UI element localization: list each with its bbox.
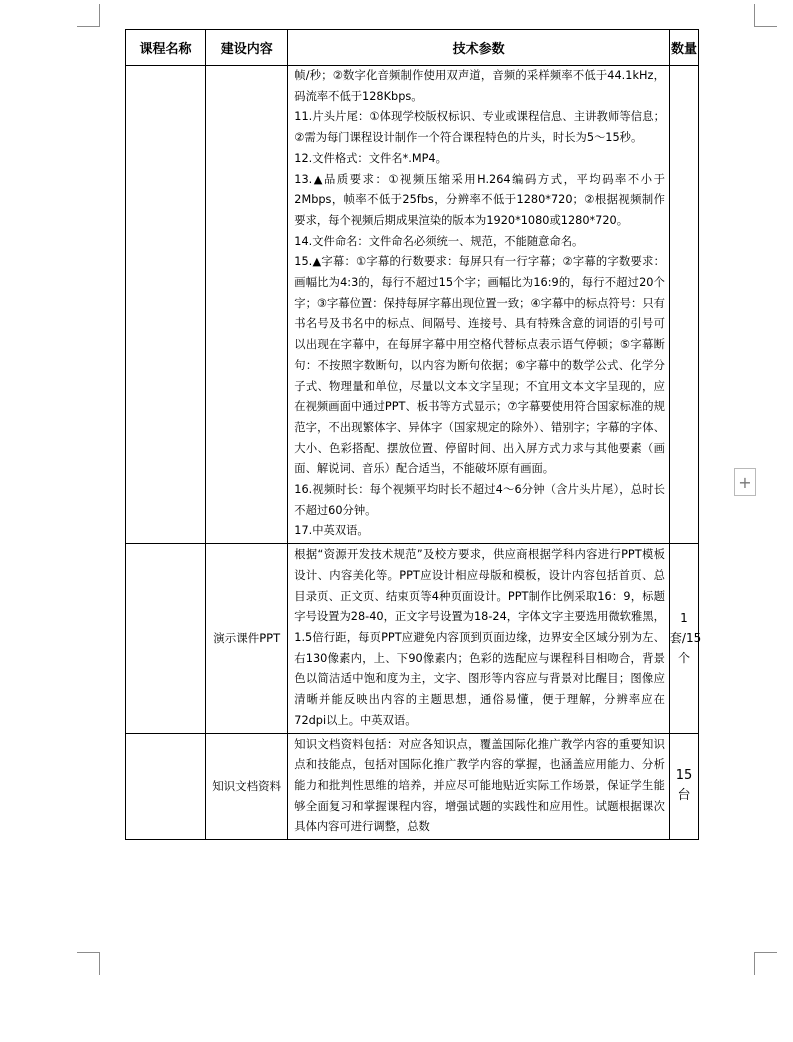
crop-mark-bottom-left bbox=[77, 952, 100, 975]
cell-quantity bbox=[669, 66, 698, 544]
param-paragraph: 11.片头片尾：①体现学校版权标识、专业或课程信息、主讲教师等信息；②需为每门课程设计制作一个符合课程特色的片头，时长为5～15秒。 bbox=[294, 110, 665, 145]
param-paragraph: 15.▲字幕：①字幕的行数要求：每屏只有一行字幕；②字幕的字数要求：画幅比为4:3的，每行不超过15个字；画幅比为16:9的，每行不超过20个字；③字幕位置：保持每屏字幕出现位置一致；④字幕中的标点符号：只有书名号及书名中的标点、间隔号、连接号、具有特殊含意的词语的引号可以出现在字幕中，在每屏字幕中用空格代替标点表示语气停顿；⑤字幕断句：不按照字数断句，以内容为断句依据；⑥字幕中的数学公式、化学分子式、物理量和单位，尽量以文本文字呈现；不宜用文本文字呈现的，应在视频画面中通过PPT、板书等方式显示；⑦字幕要使用符合国家标准的规范字，不出现繁体字、异体字（国家规定的除外）、错别字；字幕的字体、大小、色彩搭配、摆放位置、停留时间、出入屏方式力求与其他要素（画面、解说词、音乐）配合适当，不能破坏原有画面。 bbox=[294, 255, 665, 476]
param-paragraph: 13.▲品质要求：①视频压缩采用H.264编码方式，平均码率不小于2Mbps，帧率不低于25fbs，分辨率不低于1280*720；②根据视频制作要求，每个视频后期成果渲染的版本为1920*1080或1280*720。 bbox=[294, 172, 665, 227]
cell-course-name bbox=[126, 66, 206, 544]
crop-mark-top-right bbox=[754, 4, 777, 27]
cell-tech-params bbox=[288, 733, 670, 840]
param-paragraph: 14.文件命名：文件命名必须统一、规范，不能随意命名。 bbox=[294, 234, 584, 248]
param-paragraph: 17.中英双语。 bbox=[294, 524, 369, 538]
param-paragraph: 12.文件格式：文件名*.MP4。 bbox=[294, 151, 447, 165]
crop-mark-top-left bbox=[77, 4, 100, 27]
param-paragraph: 帧/秒；②数字化音频制作使用双声道，音频的采样频率不低于44.1kHz，码流率不低于128Kbps。 bbox=[294, 69, 665, 103]
header-tech-params: 技术参数 bbox=[288, 30, 670, 66]
plus-icon: + bbox=[738, 472, 752, 492]
header-course-name: 课程名称 bbox=[126, 30, 206, 66]
cell-build-content bbox=[206, 66, 288, 544]
table-row bbox=[126, 66, 699, 544]
cell-tech-params bbox=[288, 544, 670, 733]
cell-quantity: 1套/15个 bbox=[669, 544, 698, 733]
header-quantity: 数量 bbox=[669, 30, 698, 66]
table-row bbox=[126, 733, 699, 840]
table-row bbox=[126, 544, 699, 733]
param-paragraph: 16.视频时长：每个视频平均时长不超过4～6分钟（含片头片尾），总时长不超过60分钟。 bbox=[294, 483, 665, 517]
crop-mark-bottom-right bbox=[754, 952, 777, 975]
cell-tech-params bbox=[288, 66, 670, 544]
cell-course-name bbox=[126, 544, 206, 733]
cell-quantity: 15台 bbox=[669, 733, 698, 840]
param-paragraph: 知识文档资料包括：对应各知识点，覆盖国际化推广教学内容的重要知识点和技能点，包括对国际化推广教学内容的掌握，也涵盖应用能力、分析能力和批判性思维的培养，并应尽可能地贴近实际工作场景，保证学生能够全面复习和掌握课程内容，增强试题的实践性和应用性。试题根据课次具体内容可进行调整，总数 bbox=[294, 737, 665, 834]
param-paragraph: 根据“资源开发技术规范”及校方要求，供应商根据学科内容进行PPT模板设计、内容美化等。PPT应设计相应母版和模板，设计内容包括首页、总目录页、正文页、结束页等4种页面设计。PPT制作比例采取16：9，标题字号设置为28-40，正文字号设置为18-24，字体文字主要选用微软雅黑，1.5倍行距，每页PPT应避免内容顶到页面边缘，边界安全区域分别为左、右130像素内，上、下90像素内；色彩的选配应与课程科目相吻合，背景色以简洁适中饱和度为主，文字、图形等内容应与背景对比醒目；图像应清晰并能反映出内容的主题思想，通俗易懂，便于理解，分辨率应在72dpi以上。中英双语。 bbox=[294, 548, 665, 727]
cell-build-content: 演示课件PPT bbox=[206, 544, 288, 733]
cell-build-content: 知识文档资料 bbox=[206, 733, 288, 840]
add-row-button[interactable] bbox=[734, 468, 756, 496]
header-build-content: 建设内容 bbox=[206, 30, 288, 66]
table-header-row bbox=[126, 30, 699, 66]
cell-course-name bbox=[126, 733, 206, 840]
spec-table bbox=[125, 29, 702, 840]
